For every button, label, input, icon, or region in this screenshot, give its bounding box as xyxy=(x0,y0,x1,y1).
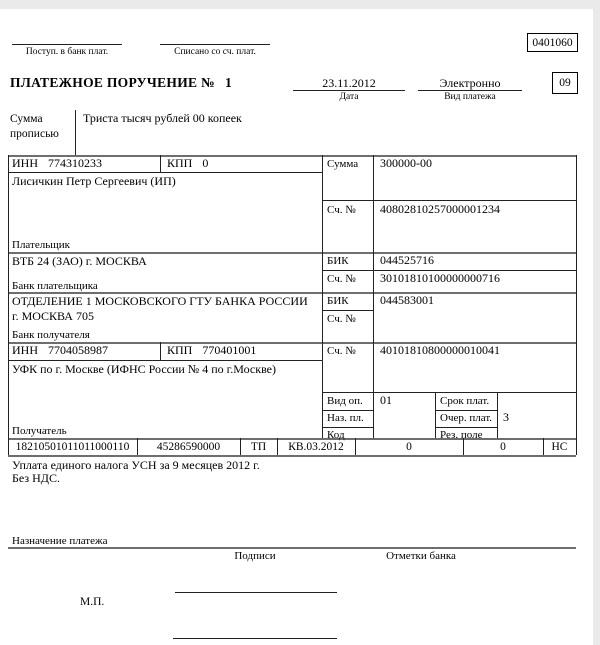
amount-in-words-value: Триста тысяч рублей 00 копеек xyxy=(83,111,242,125)
debited-stamp-label: Списано со сч. плат. xyxy=(174,47,256,57)
signatures-label: Подписи xyxy=(234,550,276,562)
date-underline xyxy=(293,90,405,91)
tax-cell-period: КВ.03.2012 xyxy=(288,441,344,453)
vid-op-row-border xyxy=(322,410,373,411)
debited-stamp-line xyxy=(160,44,270,45)
receiver-bank-bik-value: 044583001 xyxy=(380,293,434,307)
tax-cell-date: 0 xyxy=(500,441,506,453)
tax-row-top-border xyxy=(8,438,576,440)
table-left-border xyxy=(8,155,9,455)
signature-line-2 xyxy=(173,638,337,639)
form-code-box xyxy=(527,33,578,52)
receiver-label: Получатель xyxy=(12,425,67,437)
payer-bank-bik-value: 044525716 xyxy=(380,253,434,267)
payer-account-value: 40802810257000001234 xyxy=(380,202,500,216)
rez-pole-label: Рез. поле xyxy=(440,429,483,441)
tax-row-bottom-border xyxy=(8,455,576,457)
date-label: Дата xyxy=(339,92,359,102)
receiver-inn-row-border xyxy=(8,360,322,361)
purpose-line-1: Уплата единого налога УСН за 9 месяцев 2012 г. xyxy=(12,458,260,472)
payer-inn-label: ИНН xyxy=(12,156,38,170)
payer-kpp-value: 0 xyxy=(202,156,209,170)
receiver-inn-label: ИНН xyxy=(12,343,38,357)
ocher-plat-value: 3 xyxy=(503,410,509,424)
receiver-kpp-value: 770401001 xyxy=(202,343,257,357)
page-top-edge xyxy=(0,0,600,9)
vid-op-label: Вид оп. xyxy=(327,395,363,407)
payer-inn-value: 774310233 xyxy=(48,156,102,170)
value-column-border xyxy=(373,155,374,438)
payer-kpp-cell xyxy=(167,157,208,170)
tax-cell-okato: 45286590000 xyxy=(156,441,221,453)
receiver-bank-account-label: Сч. № xyxy=(327,313,356,325)
amount-value: 300000-00 xyxy=(380,156,432,170)
srok-plat-label: Срок плат. xyxy=(440,395,490,407)
page-right-edge xyxy=(593,0,600,645)
payment-kind-label: Вид платежа xyxy=(444,92,496,102)
table-right-border xyxy=(576,155,577,455)
receiver-kpp-label: КПП xyxy=(167,343,193,357)
operation-value-divider xyxy=(435,392,436,438)
operation-table-top-border xyxy=(322,392,576,393)
kod-label: Код xyxy=(327,429,345,441)
receiver-name: УФК по г. Москве (ИФНС России № 4 по г.Москве) xyxy=(12,362,276,376)
receiver-kpp-cell xyxy=(167,344,256,357)
payer-inn-kpp-divider xyxy=(160,155,161,172)
payment-kind-value: Электронно xyxy=(439,76,501,90)
received-stamp-label: Поступ. в банк плат. xyxy=(25,47,109,57)
ocher-plat-label: Очер. плат. xyxy=(440,412,493,424)
form-code-value: 0401060 xyxy=(532,36,573,49)
document-title: ПЛАТЕЖНОЕ ПОРУЧЕНИЕ № xyxy=(10,75,215,90)
tax-cell-type: НС xyxy=(551,441,568,453)
signature-line-1 xyxy=(175,592,337,593)
vid-op-value: 01 xyxy=(380,393,392,407)
receiver-account-value: 40101810800000010041 xyxy=(380,343,500,357)
receiver-bank-bik-row-border xyxy=(322,310,373,311)
amount-in-words-divider xyxy=(75,110,76,155)
tax-cell-kbk: 18210501011011000110 xyxy=(15,441,130,453)
srok-plat-row-border xyxy=(435,410,497,411)
receiver-inn-cell xyxy=(12,344,108,357)
payer-account-label: Сч. № xyxy=(327,204,356,216)
naz-pl-row-border xyxy=(322,427,373,428)
tax-cell-basis: ТП xyxy=(250,441,267,453)
amount-label: Сумма xyxy=(327,158,359,170)
receiver-account-label: Сч. № xyxy=(327,345,356,357)
payer-inn-cell xyxy=(12,157,102,170)
naz-pl-label: Наз. пл. xyxy=(327,412,364,424)
receiver-bank-name: ОТДЕЛЕНИЕ 1 МОСКОВСКОГО ГТУ БАНКА РОССИИ г. МОСКВА 705 xyxy=(12,294,308,323)
ocher-plat-row-border xyxy=(435,427,497,428)
payment-kind-underline xyxy=(418,90,522,91)
receiver-bank-bik-label: БИК xyxy=(327,295,349,307)
payer-bank-bik-label: БИК xyxy=(327,255,349,267)
date-value: 23.11.2012 xyxy=(322,76,376,90)
payer-bank-label: Банк плательщика xyxy=(12,280,98,292)
payer-status-value: 09 xyxy=(559,77,571,89)
receiver-inn-kpp-divider xyxy=(160,342,161,360)
stamp-label: М.П. xyxy=(80,596,105,608)
bank-marks-label: Отметки банка xyxy=(386,550,456,562)
payer-kpp-label: КПП xyxy=(167,156,193,170)
payer-label: Плательщик xyxy=(12,239,70,251)
payer-status-box xyxy=(552,72,578,94)
purpose-underline xyxy=(8,547,576,549)
receiver-bank-label: Банк получателя xyxy=(12,329,90,341)
purpose-line-2: Без НДС. xyxy=(12,471,60,485)
payer-bank-name: ВТБ 24 (ЗАО) г. МОСКВА xyxy=(12,254,147,268)
payer-bank-account-value: 30101810100000000716 xyxy=(380,271,500,285)
label-column-border xyxy=(322,155,323,438)
payer-bank-account-label: Сч. № xyxy=(327,273,356,285)
payer-inn-row-border xyxy=(8,172,322,173)
amount-row-border xyxy=(322,200,576,201)
receiver-inn-value: 7704058987 xyxy=(48,343,108,357)
received-stamp-line xyxy=(12,44,122,45)
document-number: 1 xyxy=(225,75,233,90)
operation-label2-divider xyxy=(497,392,498,438)
amount-in-words-label: Сумма прописью xyxy=(10,113,59,140)
purpose-label: Назначение платежа xyxy=(12,535,108,547)
tax-cell-number: 0 xyxy=(406,441,412,453)
payer-name: Лисичкин Петр Сергеевич (ИП) xyxy=(12,174,176,188)
